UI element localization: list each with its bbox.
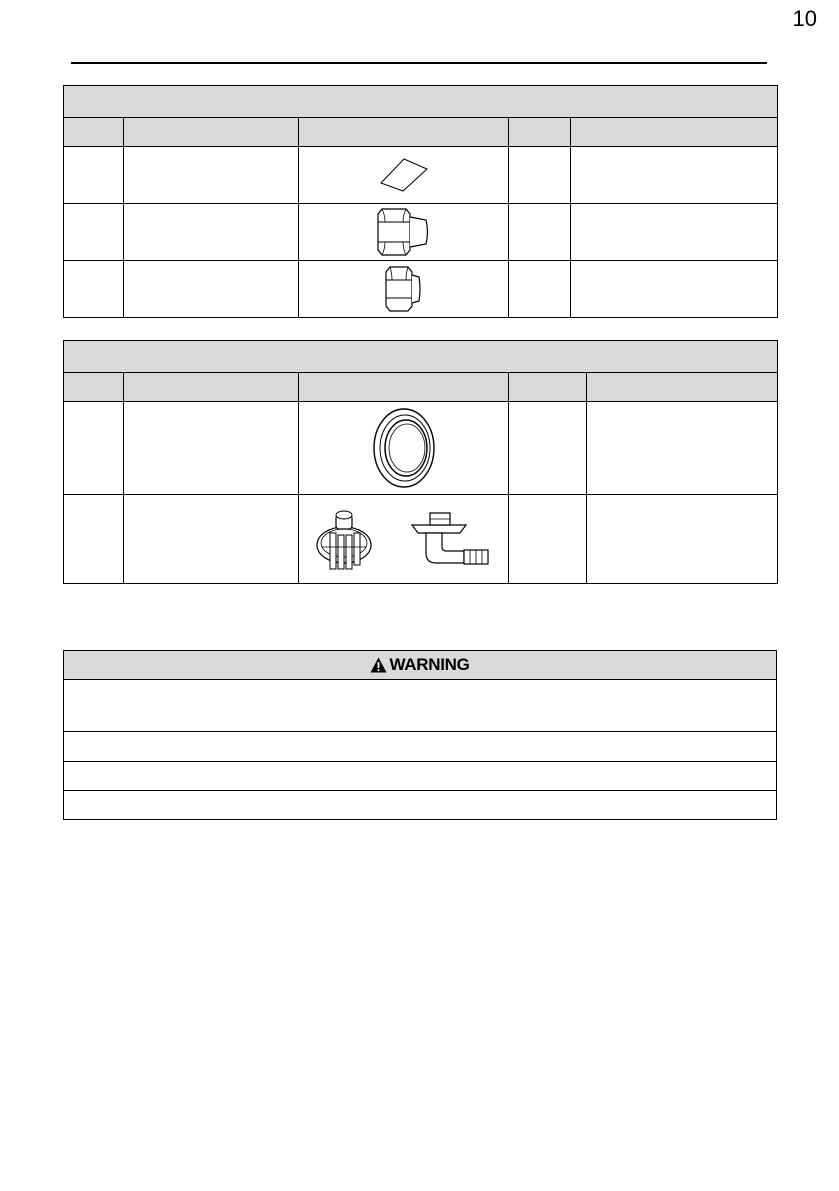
table-cell [124, 147, 299, 204]
table-row [64, 261, 778, 318]
table-cell [587, 402, 778, 495]
table-cell [64, 261, 124, 318]
table-cell [124, 261, 299, 318]
picture-cell [299, 204, 509, 261]
column-header [299, 373, 509, 402]
header-rule [71, 62, 767, 64]
warning-line [64, 791, 777, 820]
column-header [124, 118, 299, 147]
accessory-table-2 [63, 340, 778, 584]
warning-line [64, 762, 777, 791]
picture-cell [299, 261, 509, 318]
column-header [64, 373, 124, 402]
table-cell [64, 204, 124, 261]
table-cell [64, 147, 124, 204]
table-cell [509, 402, 587, 495]
column-header [509, 373, 587, 402]
column-header [509, 118, 571, 147]
sealing-ring-icon [371, 406, 437, 490]
column-header [64, 118, 124, 147]
table-cell [124, 402, 299, 495]
table-cell [571, 147, 778, 204]
column-header [299, 118, 509, 147]
table-cell [124, 204, 299, 261]
table-cell [571, 204, 778, 261]
picture-cell [299, 402, 509, 495]
hex-nut-small-icon [384, 263, 424, 315]
warning-triangle-icon [370, 657, 387, 673]
page-number: 10 [792, 6, 817, 31]
column-header [571, 118, 778, 147]
table-cell [509, 147, 571, 204]
table-title [64, 341, 778, 373]
table-title [64, 86, 778, 118]
table-cell [124, 495, 299, 584]
table-row [64, 204, 778, 261]
table-row [64, 402, 778, 495]
table-cell [509, 495, 587, 584]
warning-header [64, 651, 777, 680]
table-cell [509, 204, 571, 261]
warning-line [64, 732, 777, 762]
column-header [124, 373, 299, 402]
warning-title: WARNING [389, 654, 470, 674]
table-row [64, 495, 778, 584]
table-cell [509, 261, 571, 318]
table-row [64, 147, 778, 204]
column-header [587, 373, 778, 402]
sealing-sheet-icon [379, 155, 429, 195]
drain-joint-icon [314, 503, 494, 575]
table-cell [587, 495, 778, 584]
picture-cell [299, 147, 509, 204]
table-cell [64, 495, 124, 584]
table-cell [571, 261, 778, 318]
warning-box [63, 650, 777, 820]
warning-line [64, 680, 777, 732]
hex-nut-large-icon [376, 205, 432, 259]
accessory-table-1 [63, 85, 778, 318]
picture-cell [299, 495, 509, 584]
table-cell [64, 402, 124, 495]
